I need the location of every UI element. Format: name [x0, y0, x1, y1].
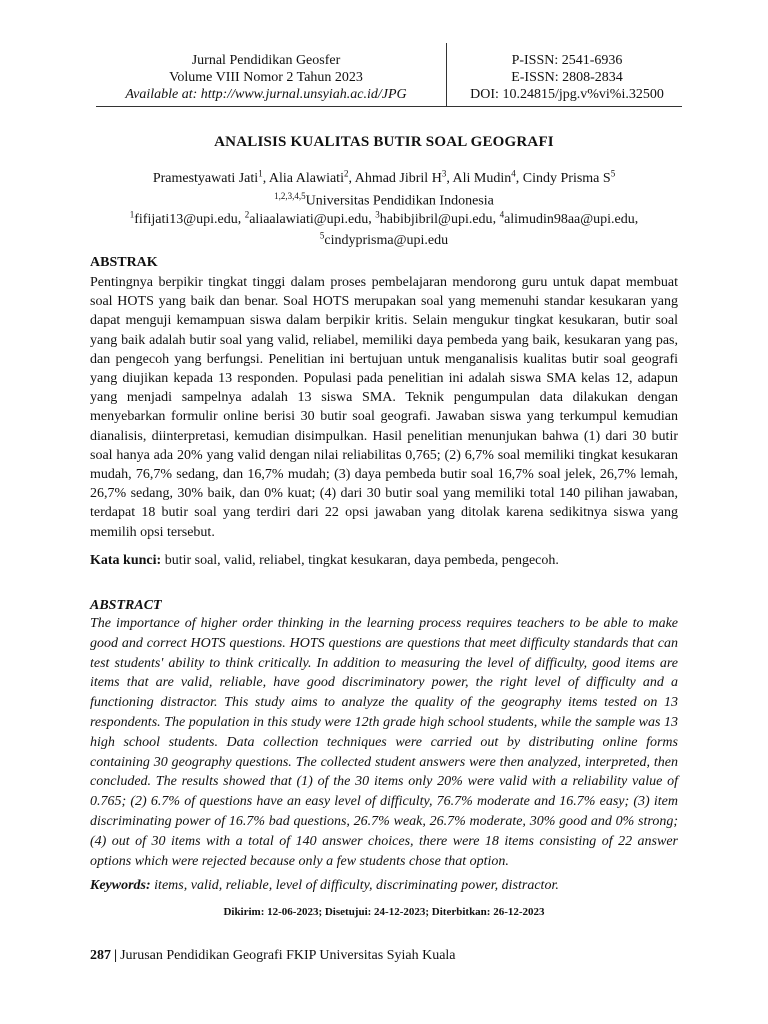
- affiliation: $^{1,2,3,4,5}$Universitas Pendidikan Indonesia: [274, 191, 494, 209]
- paper-title: ANALISIS KUALITAS BUTIR SOAL GEOGRAFI: [214, 134, 554, 150]
- journal-header-right: [452, 52, 682, 103]
- email-1[interactable]: $^1$fifijati13@upi.edu: [129, 209, 238, 227]
- footer-separator: |: [114, 948, 118, 963]
- author-list: [90, 170, 678, 188]
- keywords-values: items, valid, reliable, level of difficulty, discriminating power, distractor.: [154, 878, 559, 893]
- email-5[interactable]: $^5$cindyprisma@upi.edu: [319, 230, 449, 249]
- abstrak-text: Pentingnya berpikir tingkat tinggi dalam proses pembelajaran mendorong guru untuk dapat membuat soal HOTS yang baik dan benar. Soal HOTS merupakan soal yang memenuhi standar kesukaran yang dapat menguji kemampuan siswa dalam berpikir kritis. Selain mengukur tingkat kesukaran, butir soal yang baik adalah butir soal yang valid, reliabel, memiliki daya pembeda yang baik, kesukaran yang pas, dan pengecoh yang berfungsi. Penelitian ini bertujuan untuk menganalisis kualitas butir soal geografi yang diujikan kepada 13 responden. Populasi pada penelitian ini adalah siswa SMA kelas 12, adapun yang menjadi sampelnya adalah 13 siswa SMA. Teknik pengumpulan data dilakukan dengan menyebarkan formulir online berisi 30 butir soal geografi. Jawaban siswa yang terkumpul kemudian dianalisis, diinterpretasi, kemudian disimpulkan. Hasil penelitian menunjukan bahwa (1) dari 30 butir soal hanya ada 20% yang valid dengan nilai reliabilitas 0,765; (2) 6,7% soal memiliki tingkat kesukaran mudah, 76,7% sedang, dan 16,7% mudah; (3) daya pembeda butir soal 16,7% soal jelek, 26,7% lemah, 26,7% sedang, 30% baik, dan 0% kuat; (4) dari 30 butir soal yang memiliki total 140 pilihan jawaban, terdapat 18 butir soal yang terdiri dari 22 opsi jawaban yang ditolak karena sedikitnya siswa yang memilih opsi tersebut.: [90, 275, 678, 540]
- doi[interactable]: DOI: 10.24815/jpg.v%vi%i.32500: [470, 87, 664, 102]
- page-footer: [90, 948, 456, 964]
- footer-text: Jurusan Pendidikan Geografi FKIP Universitas Syiah Kuala: [120, 948, 456, 963]
- submission-dates: Dikirim: 12-06-2023; Disetujui: 24-12-2023; Diterbitkan: 26-12-2023: [223, 906, 545, 918]
- kata-kunci-values: butir soal, valid, reliabel, tingkat kesukaran, daya pembeda, pengecoh.: [164, 553, 559, 568]
- abstract-text: The importance of higher order thinking in the learning process requires teachers to be able to make good and correct HOTS questions. HOTS questions are questions that meet difficulty standards that can test students' ability to think critically. In addition to measuring the level of difficulty, good items are items that are valid, reliable, have good discriminatory power, the right level of difficulty and a functioning distractor. This study aims to analyze the quality of the geography items tested on 13 respondents. The population in this study were 12th grade high school students, while the sample was 13 high school students. Data collection techniques were carried out by distributing online forms containing 30 geography questions. The collected student answers were then analyzed, interpreted, then concluded. The results showed that (1) of the 30 items only 20% were valid with a reliability value of 0.765; (2) 6.7% of questions have an easy level of difficulty, 76.7% moderate and 16.7% easy; (3) item discriminating power of 16.7% bad questions, 26.7% weak, 26.7% moderate, 30% good and 0% strong; (4) out of 30 items with a total of 140 answer choices, there were 18 items consisting of 22 answer options which were rejected because only a few students chose that option.: [90, 616, 678, 869]
- author-1: Pramestyawati Jati$^1$,: [152, 168, 269, 186]
- keywords-line: [90, 878, 678, 894]
- p-issn: P-ISSN: 2541-6936: [511, 53, 623, 68]
- author-emails: $^1$fifijati13@upi.edu, $^2$aliaalawiati@upi.edu, $^3$habibjibril@upi.edu, $^4$alimudin98aa@upi.edu, $^5$cindyprisma@upi.edu: [129, 209, 639, 249]
- email-2[interactable]: $^2$aliaalawiati@upi.edu: [244, 209, 369, 227]
- kata-kunci-line: [90, 553, 678, 569]
- kata-kunci-label: Kata kunci:: [90, 553, 162, 568]
- journal-url[interactable]: Available at: http://www.jurnal.unsyiah.ac.id/JPG: [125, 87, 407, 102]
- e-issn: E-ISSN: 2808-2834: [511, 70, 623, 85]
- abstract-heading: ABSTRACT: [90, 598, 162, 613]
- author-3: Ahmad Jibril $H^3$,: [354, 168, 453, 186]
- abstrak-heading: ABSTRAK: [90, 255, 158, 270]
- journal-header-left: [96, 52, 436, 103]
- email-4[interactable]: $^4$alimudin98aa@upi.edu: [499, 209, 635, 227]
- author-5: Cindy Prisma $S^5$: [522, 168, 616, 186]
- header-divider: [96, 106, 682, 107]
- journal-volume: Volume VIII Nomor 2 Tahun 2023: [169, 70, 363, 85]
- email-3[interactable]: $^3$habibjibril@upi.edu: [375, 209, 493, 227]
- journal-name: Jurnal Pendidikan Geosfer: [191, 53, 341, 68]
- page-number: 287: [90, 948, 111, 963]
- author-4: Ali Mudin$^4$,: [452, 168, 523, 186]
- header-vertical-divider: [446, 43, 447, 107]
- keywords-label: Keywords:: [90, 878, 151, 893]
- author-2: Alia Alawiati$^2$,: [268, 168, 355, 186]
